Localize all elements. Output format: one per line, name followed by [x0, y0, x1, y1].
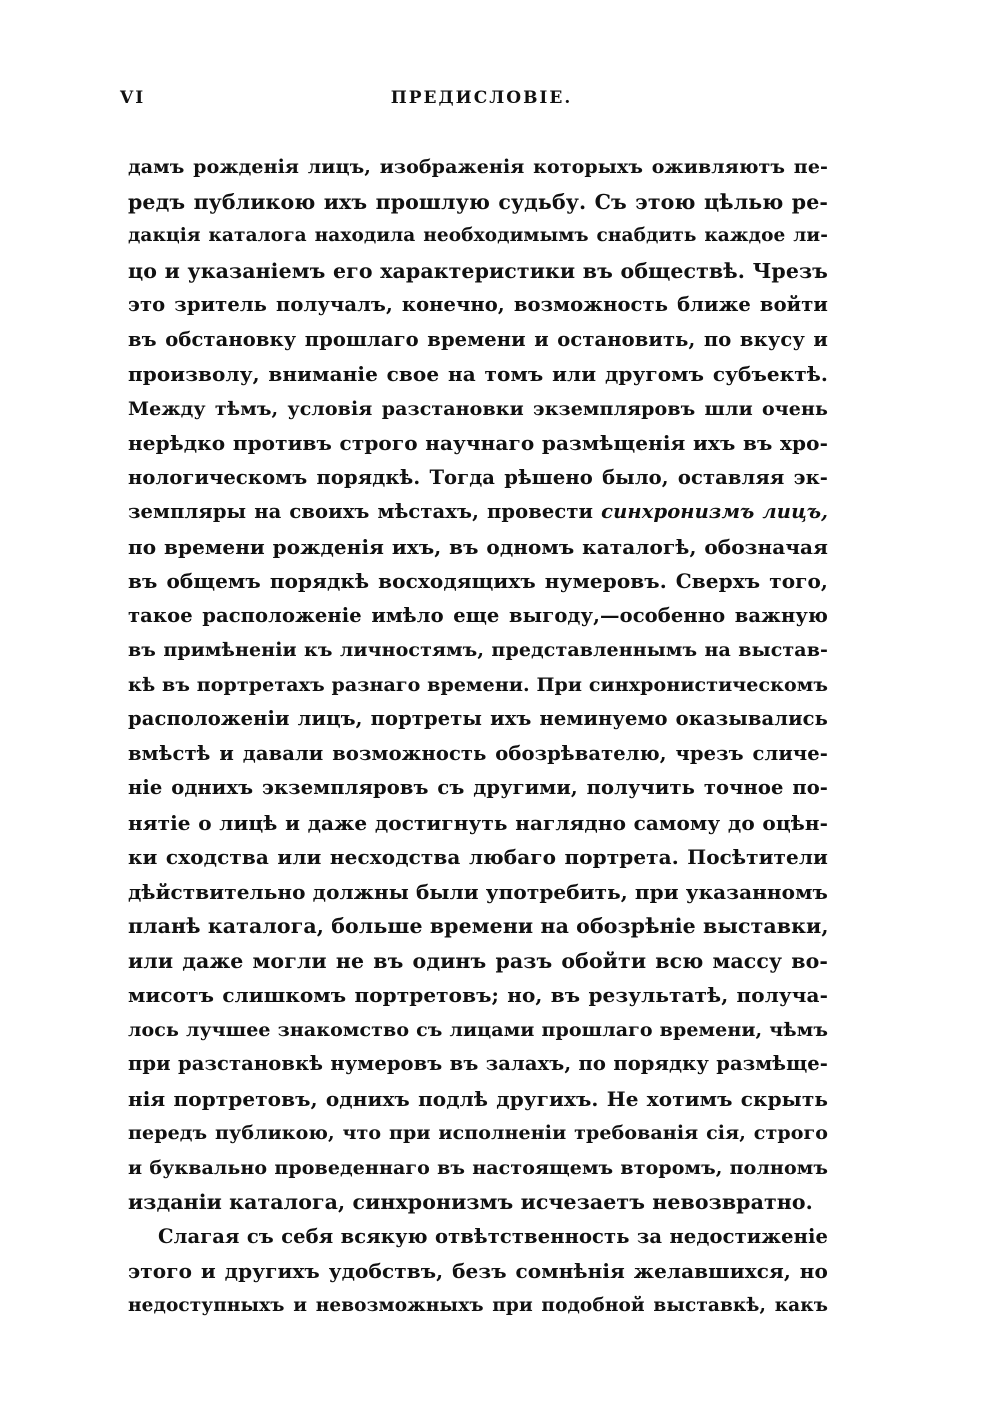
text-line: нія портретовъ, однихъ подлѣ другихъ. Не хотимъ скрыть [128, 1086, 828, 1111]
text-line: редъ публикою ихъ прошлую судьбу. Съ этою цѣлью ре- [128, 189, 828, 214]
text-line: расположеніи лицъ, портреты ихъ неминуемо оказывались [128, 707, 828, 730]
paragraph-1 [128, 150, 828, 1220]
text-line-with-italic [128, 495, 828, 530]
text-line: нерѣдко противъ строго научнаго размѣщенія ихъ въ хро- [128, 431, 828, 455]
italic-phrase: синхронизмъ лицъ, [601, 500, 828, 523]
text-line: въ общемъ порядкѣ восходящихъ нумеровъ. Сверхъ того, [128, 569, 828, 593]
text-line: произволу, вниманіе свое на томъ или другомъ субъектѣ. [128, 362, 828, 386]
paragraph-2 [128, 1220, 828, 1324]
text-line-last: изданіи каталога, синхронизмъ исчезаетъ невозвратно. [128, 1190, 813, 1214]
text-line: цо и указаніемъ его характеристики въ обществѣ. Чрезъ [128, 258, 828, 283]
text-line-indented: Слагая съ себя всякую отвѣтственность за недостиженіе [158, 1224, 828, 1248]
text-line: ніе однихъ экземпляровъ съ другими, получить точное по- [128, 776, 828, 799]
text-line: дакція каталога находила необходимымъ снабдить каждое ли- [128, 225, 828, 246]
text-line: по времени рожденія ихъ, въ одномъ каталогѣ, обозначая [128, 534, 828, 559]
text-line: при разстановкѣ нумеровъ въ залахъ, по порядку размѣще- [128, 1052, 828, 1075]
text-line: кѣ въ портретахъ разнаго времени. При синхронистическомъ [128, 673, 828, 696]
text-line: мисотъ слишкомъ портретовъ; но, въ результатѣ, получа- [128, 983, 828, 1007]
text-line: планѣ каталога, больше времени на обозрѣніе выставки, [128, 914, 829, 938]
text-line: Между тѣмъ, условія разстановки экземпляровъ шли очень [128, 397, 828, 420]
text-line: въ обстановку прошлаго времени и остановить, по вкусу и [128, 327, 828, 351]
text-line: такое расположеніе имѣло еще выгоду,—особенно важную [128, 603, 828, 627]
text-line: нятіе о лицѣ и даже достигнуть наглядно самому до оцѣн- [128, 810, 828, 835]
text-line: вмѣстѣ и давали возможность обозрѣвателю, чрезъ сличе- [128, 741, 828, 765]
text-line: ки сходства или несходства любаго портрета. Посѣтители [128, 845, 828, 869]
text-line: передъ публикою, что при исполненіи требованія сія, строго [128, 1122, 828, 1144]
page-number: VI [120, 88, 146, 108]
text-line: дѣйствительно должны были употребить, при указанномъ [128, 879, 828, 904]
text-line: этого и другихъ удобствъ, безъ сомнѣнія желавшихся, но [128, 1259, 828, 1283]
text-line: и буквально проведеннаго въ настоящемъ второмъ, полномъ [128, 1156, 828, 1179]
running-head [120, 88, 825, 118]
text-line: или даже могли не въ одинъ разъ обойти всю массу во- [128, 948, 828, 973]
body-text [128, 150, 828, 1323]
text-segment: земпляры на своихъ мѣстахъ, провести [128, 500, 594, 523]
text-line: это зритель получалъ, конечно, возможность ближе войти [128, 293, 828, 316]
text-line: нологическомъ порядкѣ. Тогда рѣшено было, оставляя эк- [128, 465, 828, 489]
running-title: ПРЕДИСЛОВІЕ. [390, 88, 573, 108]
text-line: недоступныхъ и невозможныхъ при подобной выставкѣ, какъ [128, 1294, 828, 1316]
text-line: лось лучшее знакомство съ лицами прошлаго времени, чѣмъ [128, 1018, 828, 1041]
text-line: въ примѣненіи къ личностямъ, представленнымъ на выстав- [128, 639, 828, 661]
text-line: дамъ рожденія лицъ, изображенія которыхъ оживляютъ пе- [128, 156, 828, 178]
